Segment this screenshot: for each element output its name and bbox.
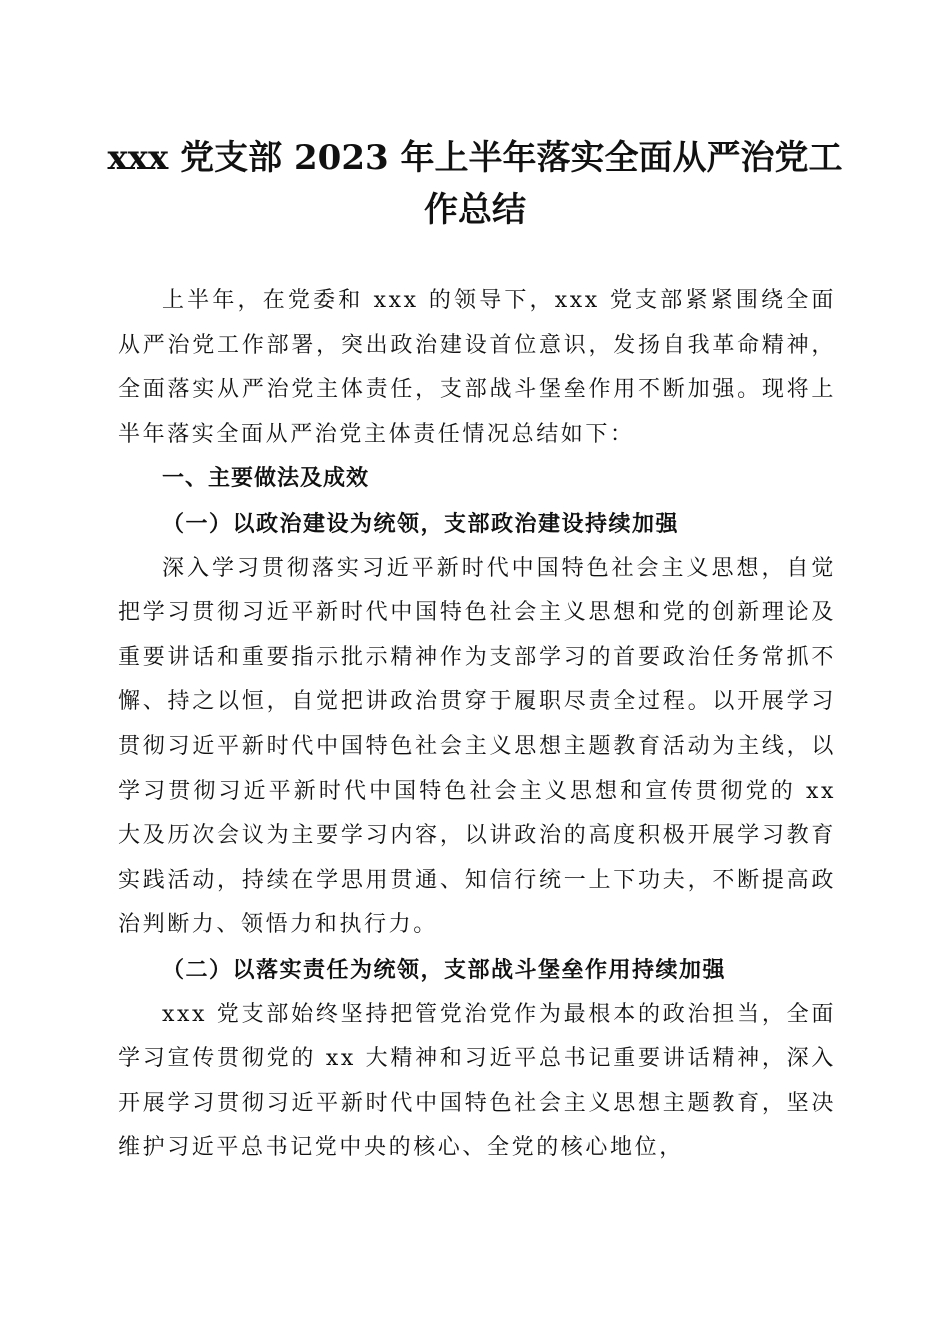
subsection-heading-1: （一）以政治建设为统领，支部政治建设持续加强 (162, 510, 680, 537)
document-body (118, 279, 836, 1171)
title-line-2: 作总结 (424, 190, 526, 230)
title-line-1: xxx 党支部 2023 年上半年落实全面从严治党工 (107, 138, 843, 178)
section-heading-1: 一、主要做法及成效 (162, 466, 370, 492)
document-title (100, 132, 850, 236)
subsection-1-paragraph: 深入学习贯彻落实习近平新时代中国特色社会主义思想，自觉把学习贯彻习近平新时代中国特色社会主义思想和党的创新理论及重要讲话和重要指示批示精神作为支部学习的首要政治任务常抓不懈、持之以恒，自觉把讲政治贯穿于履职尽责全过程。以开展学习贯彻习近平新时代中国特色社会主义思想主题教育活动为主线，以学习贯彻习近平新时代中国特色社会主义思想和宣传贯彻党的 xx 大及历次会议为主要学习内容，以讲政治的高度积极开展学习教育实践活动，持续在学思用贯通、知信行统一上下功夫，不断提高政治判断力、领悟力和执行力。 (118, 555, 836, 938)
subsection-heading-2: （二）以落实责任为统领，支部战斗堡垒作用持续加强 (162, 956, 727, 983)
intro-paragraph: 上半年，在党委和 xxx 的领导下，xxx 党支部紧紧围绕全面从严治党工作部署，突出政治建设首位意识，发扬自我革命精神，全面落实从严治党主体责任，支部战斗堡垒作用不断加强。现将上半年落实全面从严治党主体责任情况总结如下： (118, 288, 836, 447)
subsection-2-paragraph: xxx 党支部始终坚持把管党治党作为最根本的政治担当，全面学习宣传贯彻党的 xx 大精神和习近平总书记重要讲话精神，深入开展学习贯彻习近平新时代中国特色社会主义思想主题教育，坚决维护习近平总书记党中央的核心、全党的核心地位， (118, 1001, 836, 1161)
